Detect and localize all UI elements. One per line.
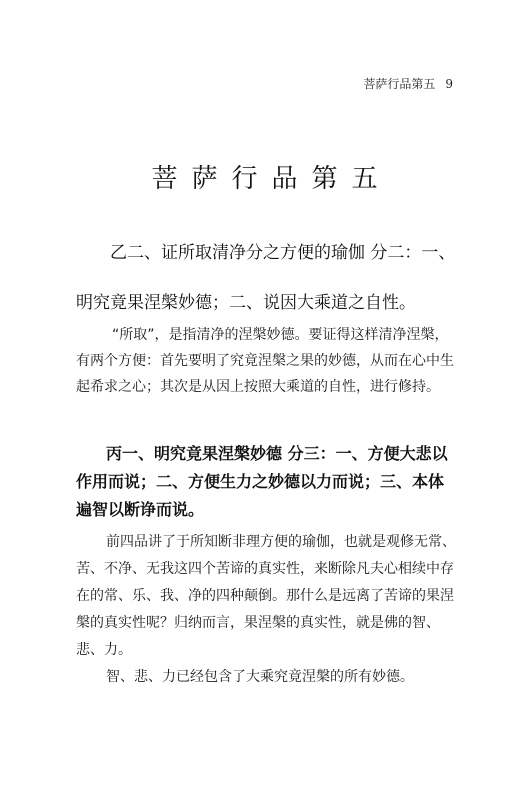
body-paragraph-2: 前四品讲了于所知断非理方便的瑜伽，也就是观修无常、苦、不净、无我这四个苦谛的真实性，来断除凡夫心相续中存在的常、乐、我、净的四种颠倒。那什么是远离了苦谛的果涅槃的真实性呢？归纳而言，果涅槃的真实性，就是佛的智、悲、力。	[76, 534, 456, 658]
body-paragraph-3: 智、悲、力已经包含了大乘究竟涅槃的所有妙德。	[106, 669, 414, 685]
running-header	[363, 75, 453, 92]
section-heading-bing-yi: 丙一、明究竟果涅槃妙德 分三：一、方便大悲以作用而说；二、方便生力之妙德以力而说；三、本体遍智以断诤而说。	[76, 444, 448, 519]
page-number: 9	[445, 77, 453, 91]
running-title: 菩萨行品第五	[363, 77, 436, 91]
section-heading-yi-er: 乙二、证所取清净分之方便的瑜伽 分二：一、明究竟果涅槃妙德；二、说因大乘道之自性。	[76, 243, 456, 313]
chapter-title: 菩萨行品第五	[151, 164, 392, 194]
body-paragraph-1: “所取”，是指清净的涅槃妙德。要证得这样清净涅槃，有两个方便：首先要明了究竟涅槃之果的妙德，从而在心中生起希求之心；其次是从因上按照大乘道的自性，进行修持。	[76, 327, 454, 395]
